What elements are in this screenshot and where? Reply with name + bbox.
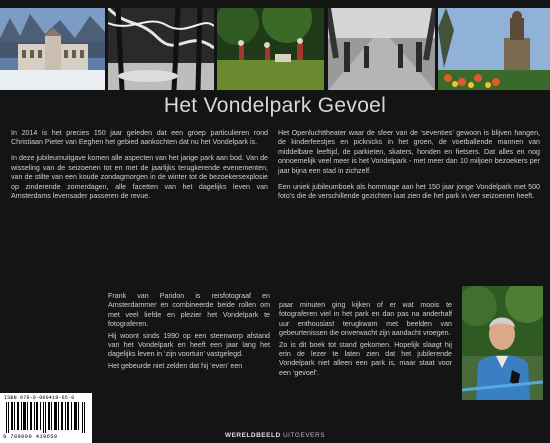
publisher-name-bold: WERELDBEELD [224, 432, 281, 439]
publisher-logo [0, 432, 550, 439]
paragraph: In deze jubileumuitgave komen alle aspecten van het jarige park aan bod. Van de wisseling van de seizoenen tot en met de jaarlijks terugkerende evenementen, van de stilte van een koude zondagmorgen in de winter tot de bezoekersexplosie op zinderende zomerdagen, alle facetten van het dagelijks leven van Amsterdams levensader passeren de revue. [11, 154, 268, 200]
photo-strip [0, 0, 550, 92]
paragraph: In 2014 is het precies 150 jaar geleden dat een groep particulieren rond Christiaan Pieter van Eeghen het gebied aankochten dat nu het Vondelpark is. [11, 129, 268, 147]
author-portrait [462, 286, 543, 400]
author-bio-left [108, 292, 270, 373]
author-bio-right [279, 301, 452, 380]
barcode-bars [6, 402, 86, 433]
right-column [278, 129, 540, 208]
paragraph: Een uniek jubileumboek als hommage aan het 150 jaar jonge Vondelpark met 500 foto’s die de verschillende gezichten laat zien die het park in vier seizoenen heeft. [278, 182, 540, 200]
photo-cyclists-bw [328, 8, 435, 90]
barcode-number: 9 789000 419650 [3, 434, 58, 440]
paragraph: Het Openluchttheater waar de sfeer van de ‘seventies’ gewoon is blijven hangen, de kinderfeestjes en picknicks in het groen, de voetballende mannen van middelbare leeftijd, de parkieten, skaters, honden en fietsers. Dat alles en nog onnoemelijk veel meer is het Vondelpark - met meer dan 10 miljoen bezoekers per jaar bijna een stad in zichzelf. [278, 129, 540, 175]
book-title: Het Vondelpark Gevoel [163, 94, 387, 117]
paragraph: paar minuten ging kijken of er wat moois te fotograferen viel in het park en dan pas na anderhalf uur enthousiast terugkwam met beelden van gebeurtenissen die onverwacht zijn aandacht vroegen. [279, 301, 452, 338]
paragraph: Frank van Paridon is reisfotograaf en Amsterdammer en combineerde beide rollen om met veel liefde en plezier het Vondelpark te fotograferen. [108, 292, 270, 329]
photo-snowy-trees [108, 8, 214, 90]
left-column [11, 129, 268, 208]
paragraph: Hij woont sinds 1990 op een steenworp afstand van het Vondelpark en heeft een jaar lang het dagelijks leven in ‘zijn voortuin’ vastgelegd. [108, 331, 270, 359]
publisher-name-rest: UITGEVERS [280, 432, 326, 439]
paragraph: Zo is dit boek tot stand gekomen. Hopelijk slaagt hij erin de lezer te laten zien dat het jubilerende Vondelpark niet alleen een park is, maar staat voor een ‘gevoel’. [279, 340, 452, 377]
photo-park-crowd [217, 8, 324, 90]
paragraph: Het gebeurde niet zelden dat hij ‘even’ een [108, 361, 243, 370]
photo-palace-winter [0, 8, 105, 90]
photo-vondel-statue [438, 8, 550, 90]
isbn-label: ISBN 978-9-000419-65-0 [4, 395, 75, 401]
